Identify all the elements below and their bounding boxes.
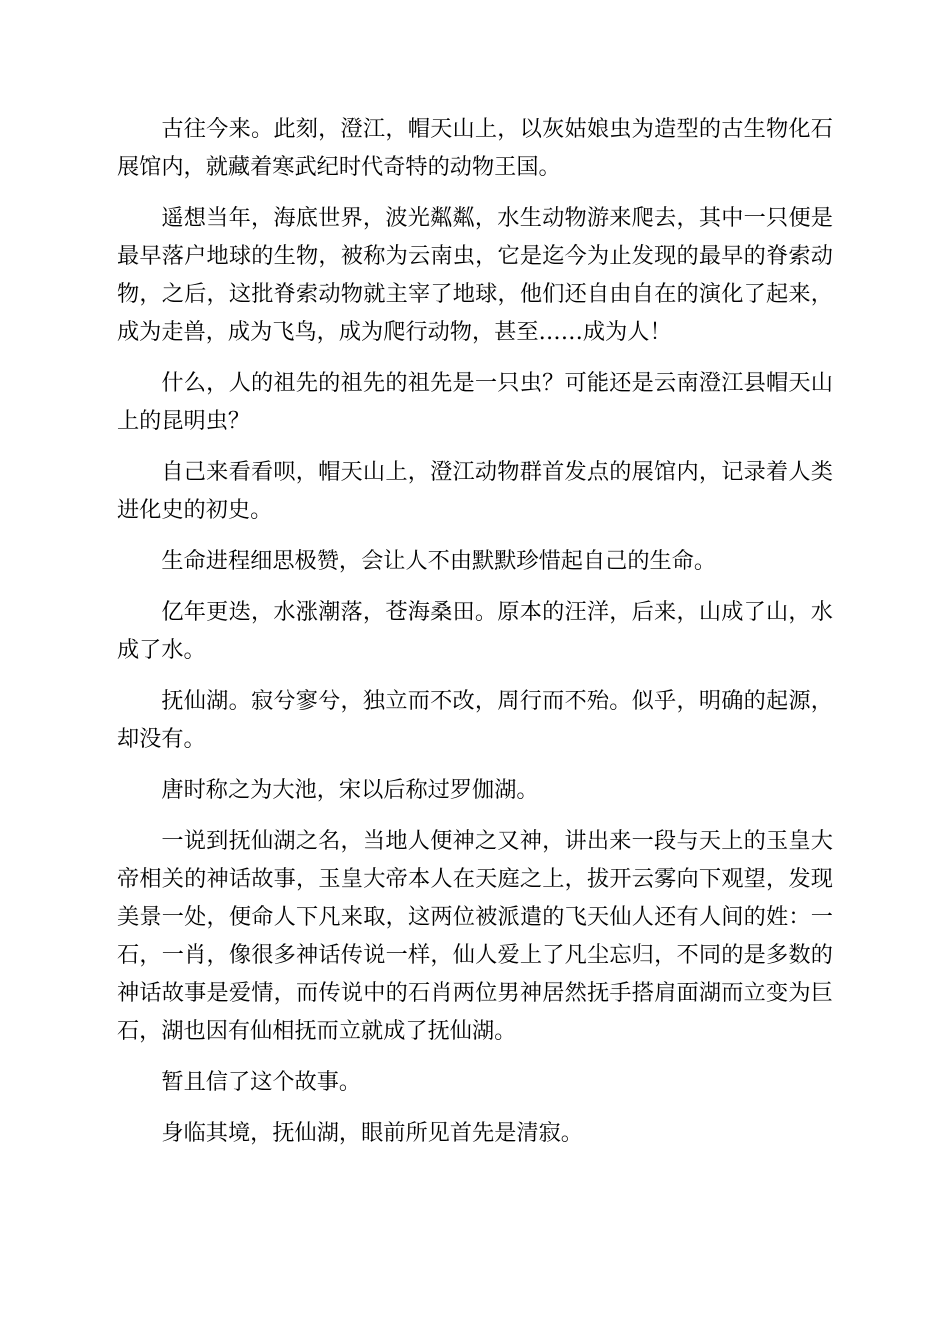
paragraph-4: 自己来看看呗，帽天山上，澄江动物群首发点的展馆内，记录着人类进化史的初史。 [117,459,833,523]
document-body [117,110,833,1165]
paragraph-2: 遥想当年，海底世界，波光粼粼，水生动物游来爬去，其中一只便是最早落户地球的生物，被称为云南虫，它是迄今为止发现的最早的脊索动物，之后，这批脊索动物就主宰了地球，他们还自由自在的演化了起来，成为走兽，成为飞鸟，成为爬行动物，甚至……成为人！ [117,205,833,345]
paragraph-8: 唐时称之为大池，宋以后称过罗伽湖。 [161,777,539,803]
paragraph-3: 什么，人的祖先的祖先的祖先是一只虫？可能还是云南澄江县帽天山上的昆明虫？ [117,370,833,434]
paragraph-1: 古往今来。此刻，澄江，帽天山上，以灰姑娘虫为造型的古生物化石展馆内，就藏着寒武纪时代奇特的动物王国。 [117,116,833,180]
paragraph-10: 暂且信了这个故事。 [161,1069,362,1095]
paragraph-9: 一说到抚仙湖之名，当地人便神之又神，讲出来一段与天上的玉皇大帝相关的神话故事，玉皇大帝本人在天庭之上，拔开云雾向下观望，发现美景一处，便命人下凡来取，这两位被派遣的飞天仙人还有人间的姓：一石，一肖，像很多神话传说一样，仙人爱上了凡尘忘归，不同的是多数的神话故事是爱情，而传说中的石肖两位男神居然抚手搭肩面湖而立变为巨石，湖也因有仙相抚而立就成了抚仙湖。 [117,828,833,1044]
paragraph-6: 亿年更迭，水涨潮落，苍海桑田。原本的汪洋，后来，山成了山，水成了水。 [117,599,833,663]
paragraph-7: 抚仙湖。寂兮寥兮，独立而不改，周行而不殆。似乎，明确的起源，却没有。 [117,688,833,752]
paragraph-11: 身临其境，抚仙湖，眼前所见首先是清寂。 [161,1120,583,1146]
paragraph-5: 生命进程细思极赞，会让人不由默默珍惜起自己的生命。 [161,548,717,574]
